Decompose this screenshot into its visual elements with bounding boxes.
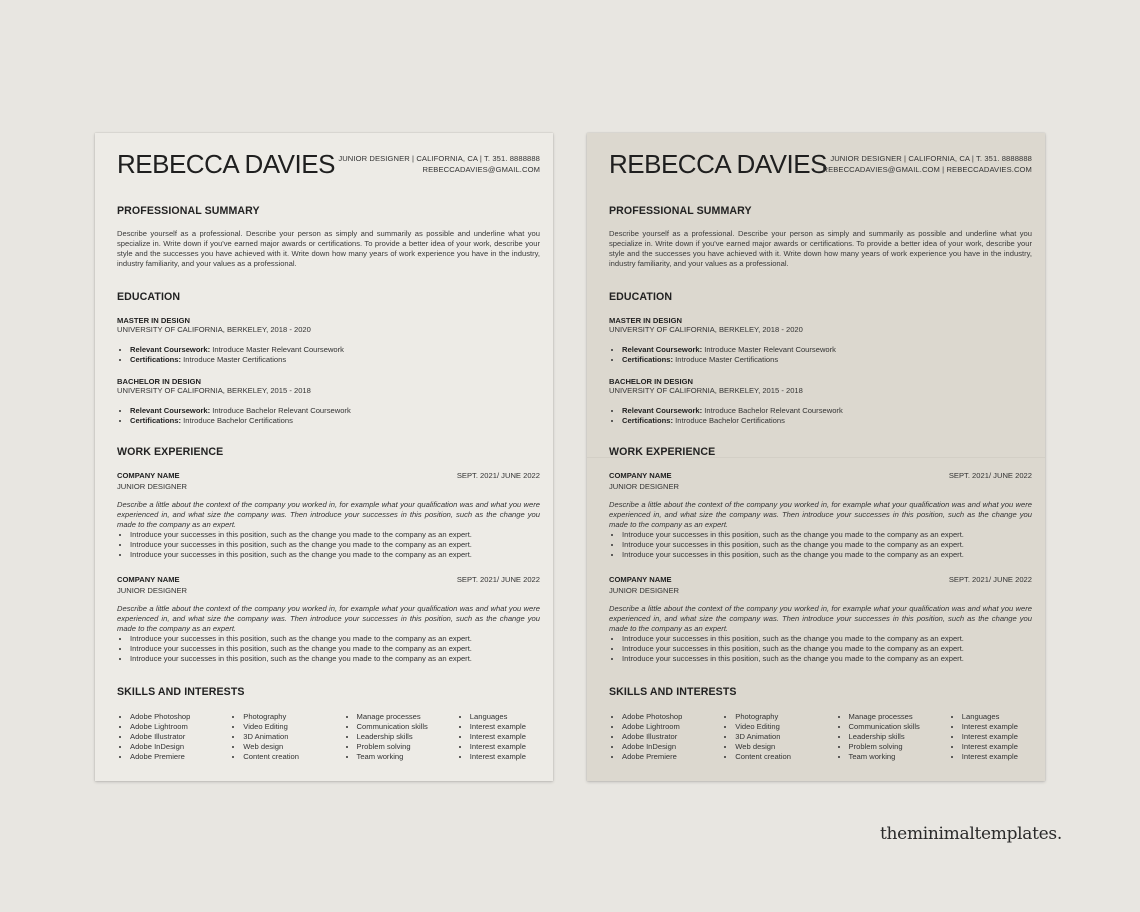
school: UNIVERSITY OF CALIFORNIA, BERKELEY, 2018 - 2020 bbox=[117, 325, 311, 334]
list-item: • Web design bbox=[735, 742, 835, 752]
job-title: JUNIOR DESIGNER bbox=[609, 586, 680, 595]
list-item: • Adobe InDesign bbox=[130, 742, 230, 752]
list-item: • Introduce your successes in this position, such as the change you made to the company as an expert. bbox=[130, 654, 540, 664]
school: UNIVERSITY OF CALIFORNIA, BERKELEY, 2015 - 2018 bbox=[609, 386, 803, 395]
list-item: • Certifications: Introduce Bachelor Certifications bbox=[622, 416, 1032, 426]
education-heading: EDUCATION bbox=[117, 291, 181, 303]
list-item: • Introduce your successes in this position, such as the change you made to the company as an expert. bbox=[622, 540, 1032, 550]
skills-column bbox=[344, 712, 457, 762]
list-item: • Team working bbox=[357, 752, 457, 762]
skills-column bbox=[609, 712, 722, 762]
skills-column bbox=[836, 712, 949, 762]
list-item: • Team working bbox=[849, 752, 949, 762]
job-description: Describe a little about the context of the company you worked in, for example what your qualification was and what you were experienced in, and what size the company was. Then introduce your successes in this position, such as the change you made to the company as an expert. bbox=[609, 604, 1032, 633]
company-name: COMPANY NAME bbox=[609, 471, 672, 480]
contact-info bbox=[823, 154, 1033, 175]
list-item: • Introduce your successes in this position, such as the change you made to the company as an expert. bbox=[622, 550, 1032, 560]
degree: BACHELOR IN DESIGN bbox=[609, 377, 693, 386]
company-name: COMPANY NAME bbox=[117, 575, 180, 584]
list-item: • Adobe Premiere bbox=[622, 752, 722, 762]
job-title: JUNIOR DESIGNER bbox=[117, 482, 188, 491]
list-item: • Photography bbox=[735, 712, 835, 722]
list-item: • Interest example bbox=[470, 752, 540, 762]
job-entry bbox=[609, 471, 1032, 560]
contact-line-2: REBECCADAVIES@GMAIL.COM | REBECCADAVIES.COM bbox=[822, 164, 1032, 174]
list-item: • Introduce your successes in this position, such as the change you made to the company as an expert. bbox=[130, 540, 540, 550]
list-item: • Certifications: Introduce Bachelor Certifications bbox=[130, 416, 540, 426]
list-item: • Interest example bbox=[470, 742, 540, 752]
job-bullets bbox=[117, 634, 540, 664]
job-entry bbox=[117, 471, 540, 560]
list-item: • Manage processes bbox=[849, 712, 949, 722]
skills-column bbox=[722, 712, 835, 762]
contact-line-1: JUNIOR DESIGNER | CALIFORNIA, CA | T. 351. 8888888 bbox=[830, 154, 1032, 163]
list-item: • 3D Animation bbox=[243, 732, 343, 742]
list-item: • Relevant Coursework: Introduce Bachelor Relevant Coursework bbox=[130, 406, 540, 416]
list-item: • Interest example bbox=[962, 722, 1032, 732]
resume-header bbox=[609, 133, 1032, 205]
job-bullets bbox=[609, 634, 1032, 664]
list-item: • Adobe Lightroom bbox=[130, 722, 230, 732]
list-item: • Leadership skills bbox=[357, 732, 457, 742]
contact-info bbox=[338, 154, 540, 175]
resume-page-left bbox=[95, 133, 553, 781]
education-entry bbox=[609, 377, 1032, 426]
company-name: COMPANY NAME bbox=[117, 471, 180, 480]
contact-line-2: REBECCADAVIES@GMAIL.COM bbox=[422, 164, 540, 174]
list-item: • Problem solving bbox=[849, 742, 949, 752]
job-description: Describe a little about the context of the company you worked in, for example what your qualification was and what you were experienced in, and what size the company was. Then introduce your successes in this position, such as the change you made to the company as an expert. bbox=[117, 500, 540, 529]
skills-column bbox=[117, 712, 230, 762]
job-title: JUNIOR DESIGNER bbox=[609, 482, 680, 491]
list-item: • Interest example bbox=[962, 742, 1032, 752]
education-entry bbox=[117, 377, 540, 426]
list-item: • Interest example bbox=[962, 732, 1032, 742]
list-item: • Certifications: Introduce Master Certifications bbox=[622, 355, 1032, 365]
list-item: • Interest example bbox=[470, 732, 540, 742]
company-name: COMPANY NAME bbox=[609, 575, 672, 584]
list-item: • Introduce your successes in this position, such as the change you made to the company as an expert. bbox=[130, 634, 540, 644]
school: UNIVERSITY OF CALIFORNIA, BERKELEY, 2015 - 2018 bbox=[117, 386, 311, 395]
summary-heading: PROFESSIONAL SUMMARY bbox=[609, 205, 752, 217]
contact-line-1: JUNIOR DESIGNER | CALIFORNIA, CA | T. 351. 8888888 bbox=[338, 154, 540, 163]
list-item: • Problem solving bbox=[357, 742, 457, 752]
skills-grid bbox=[609, 712, 1032, 762]
list-item: • Adobe Illustrator bbox=[130, 732, 230, 742]
list-item: • Introduce your successes in this position, such as the change you made to the company as an expert. bbox=[130, 530, 540, 540]
list-item: • Leadership skills bbox=[849, 732, 949, 742]
education-details bbox=[609, 345, 1032, 365]
education-entry bbox=[609, 316, 1032, 365]
list-item: • Introduce your successes in this position, such as the change you made to the company as an expert. bbox=[622, 634, 1032, 644]
education-heading: EDUCATION bbox=[609, 291, 673, 303]
job-title: JUNIOR DESIGNER bbox=[117, 586, 188, 595]
list-item: • Content creation bbox=[735, 752, 835, 762]
job-description: Describe a little about the context of the company you worked in, for example what your qualification was and what you were experienced in, and what size the company was. Then introduce your successes in this position, such as the change you made to the company as an expert. bbox=[117, 604, 540, 633]
list-item: • Photography bbox=[243, 712, 343, 722]
job-bullets bbox=[117, 530, 540, 560]
degree: MASTER IN DESIGN bbox=[609, 316, 682, 325]
list-item: • Languages bbox=[470, 712, 540, 722]
skills-column bbox=[949, 712, 1032, 762]
list-item: • Introduce your successes in this position, such as the change you made to the company as an expert. bbox=[130, 644, 540, 654]
list-item: • Introduce your successes in this position, such as the change you made to the company as an expert. bbox=[622, 654, 1032, 664]
job-date: SEPT. 2021/ JUNE 2022 bbox=[456, 575, 540, 584]
list-item: • Communication skills bbox=[849, 722, 949, 732]
list-item: • Content creation bbox=[243, 752, 343, 762]
work-heading: WORK EXPERIENCE bbox=[609, 446, 716, 458]
list-item: • Adobe Photoshop bbox=[622, 712, 722, 722]
job-entry bbox=[609, 575, 1032, 664]
brand-watermark: theminimaltemplates. bbox=[880, 824, 1062, 844]
school: UNIVERSITY OF CALIFORNIA, BERKELEY, 2018 - 2020 bbox=[609, 325, 803, 334]
job-description: Describe a little about the context of the company you worked in, for example what your qualification was and what you were experienced in, and what size the company was. Then introduce your successes in this position, such as the change you made to the company as an expert. bbox=[609, 500, 1032, 529]
education-details bbox=[117, 406, 540, 426]
job-bullets bbox=[609, 530, 1032, 560]
resume-name: REBECCA DAVIES bbox=[117, 149, 335, 179]
list-item: • Introduce your successes in this position, such as the change you made to the company as an expert. bbox=[130, 550, 540, 560]
list-item: • 3D Animation bbox=[735, 732, 835, 742]
education-entry bbox=[117, 316, 540, 365]
skills-grid bbox=[117, 712, 540, 762]
list-item: • Web design bbox=[243, 742, 343, 752]
degree: BACHELOR IN DESIGN bbox=[117, 377, 201, 386]
list-item: • Certifications: Introduce Master Certifications bbox=[130, 355, 540, 365]
summary-text: Describe yourself as a professional. Describe your person as simply and summarily as possible and underline what you specialize in. Write down if you've earned major awards or certifications. To provide a better idea of your work, describe your style and the successes you have achieved with it. Write down how many years of work experience you have in the industry, industry familiarity, and your values as a professional. bbox=[117, 229, 540, 268]
list-item: • Interest example bbox=[470, 722, 540, 732]
work-heading: WORK EXPERIENCE bbox=[117, 446, 224, 458]
list-item: • Adobe InDesign bbox=[622, 742, 722, 752]
skills-heading: SKILLS AND INTERESTS bbox=[609, 686, 737, 698]
degree: MASTER IN DESIGN bbox=[117, 316, 190, 325]
resume-header bbox=[117, 133, 540, 205]
list-item: • Languages bbox=[962, 712, 1032, 722]
list-item: • Manage processes bbox=[357, 712, 457, 722]
job-date: SEPT. 2021/ JUNE 2022 bbox=[948, 471, 1032, 480]
list-item: • Adobe Illustrator bbox=[622, 732, 722, 742]
list-item: • Relevant Coursework: Introduce Bachelor Relevant Coursework bbox=[622, 406, 1032, 416]
resume-name: REBECCA DAVIES bbox=[609, 149, 827, 179]
list-item: • Video Editing bbox=[243, 722, 343, 732]
skills-column bbox=[457, 712, 540, 762]
list-item: • Relevant Coursework: Introduce Master Relevant Coursework bbox=[622, 345, 1032, 355]
list-item: • Adobe Premiere bbox=[130, 752, 230, 762]
job-entry bbox=[117, 575, 540, 664]
skills-column bbox=[230, 712, 343, 762]
list-item: • Adobe Photoshop bbox=[130, 712, 230, 722]
list-item: • Introduce your successes in this position, such as the change you made to the company as an expert. bbox=[622, 644, 1032, 654]
summary-text: Describe yourself as a professional. Describe your person as simply and summarily as possible and underline what you specialize in. Write down if you've earned major awards or certifications. To provide a better idea of your work, describe your style and the successes you have achieved with it. Write down how many years of work experience you have in the industry, industry familiarity, and your values as a professional. bbox=[609, 229, 1032, 268]
education-details bbox=[609, 406, 1032, 426]
education-details bbox=[117, 345, 540, 365]
list-item: • Introduce your successes in this position, such as the change you made to the company as an expert. bbox=[622, 530, 1032, 540]
job-date: SEPT. 2021/ JUNE 2022 bbox=[456, 471, 540, 480]
list-item: • Interest example bbox=[962, 752, 1032, 762]
list-item: • Adobe Lightroom bbox=[622, 722, 722, 732]
resume-page-right bbox=[587, 133, 1045, 781]
skills-heading: SKILLS AND INTERESTS bbox=[117, 686, 245, 698]
list-item: • Relevant Coursework: Introduce Master Relevant Coursework bbox=[130, 345, 540, 355]
list-item: • Video Editing bbox=[735, 722, 835, 732]
job-date: SEPT. 2021/ JUNE 2022 bbox=[948, 575, 1032, 584]
summary-heading: PROFESSIONAL SUMMARY bbox=[117, 205, 260, 217]
list-item: • Communication skills bbox=[357, 722, 457, 732]
